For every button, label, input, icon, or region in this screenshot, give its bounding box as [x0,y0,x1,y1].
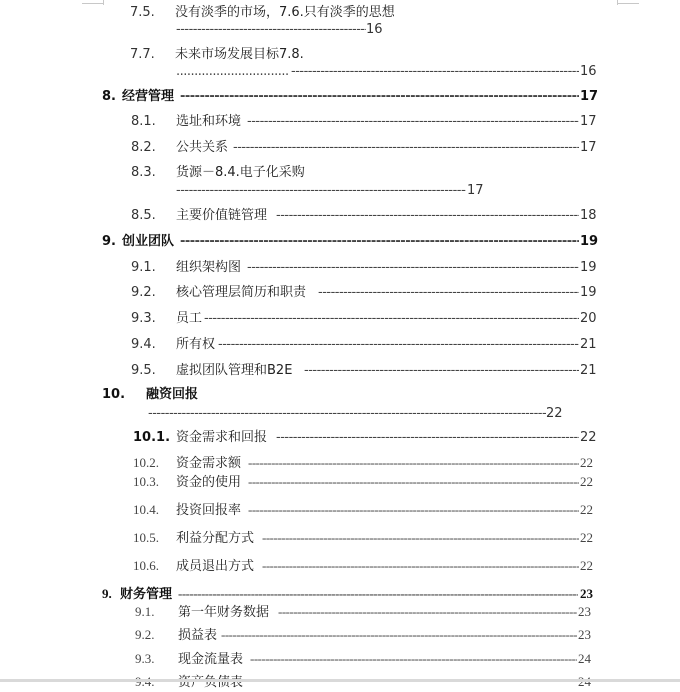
toc-entry-number: 7.7. [130,47,155,62]
toc-entry-title: 选址和环境 [176,114,242,129]
toc-entry[interactable] [0,112,680,132]
toc-entry[interactable] [0,138,680,158]
toc-entry-chapter[interactable] [0,584,680,604]
toc-entry-title: 没有淡季的市场，7.6.只有淡季的思想 [175,5,395,20]
dash-leader [250,649,577,669]
toc-entry-title: 资金的使用 [176,474,242,489]
toc-entry-number: 9. [102,234,116,249]
toc-entry[interactable] [0,335,680,355]
toc-entry-title [178,672,243,692]
toc-entry-leader-line[interactable] [0,404,680,424]
toc-entry-page: 22 [580,558,593,573]
toc-entry-page: 17 [580,114,597,129]
toc-entry-page: 19 [580,234,599,249]
dash-leader [262,556,579,576]
toc-entry-title: 核心管理层简历和职责 [176,285,307,300]
toc-entry-chapter[interactable] [0,385,680,405]
toc-entry-title: 虚拟团队管理和B2E [176,363,293,378]
toc-entry-page [578,672,591,692]
toc-entry-title: 未来市场发展目标7.8. [175,47,304,62]
toc-entry-title: 员工 [176,311,203,326]
toc-entry[interactable] [0,309,680,329]
toc-entry-leader-line[interactable] [0,20,680,40]
toc-entry[interactable] [0,528,680,548]
toc-entry-number: 10.2. [133,455,159,470]
toc-entry-chapter[interactable] [0,87,680,107]
toc-entry-page: 17 [580,140,597,155]
toc-entry-number: 10.6. [133,558,159,573]
toc-entry[interactable] [0,206,680,226]
dash-leader [248,472,579,492]
toc-entry[interactable] [0,649,680,669]
dash-leader [248,500,579,520]
toc-entry-number: 9.3. [135,651,155,666]
toc-entry-page: 21 [580,363,597,378]
toc-entry-number: 10.5. [133,530,159,545]
toc-entry-page: 17 [580,89,599,104]
dash-leader [176,181,466,201]
toc-entry-title: 主要价值链管理 [176,208,268,223]
toc-entry-title: 经营管理 [122,89,175,104]
toc-entry-number: 9.3. [131,311,156,326]
toc-entry-title: 财务管理 [120,586,173,601]
toc-entry-number: 9. [102,586,112,601]
toc-entry-title: 资金需求额 [176,455,242,470]
toc-entry[interactable] [0,500,680,520]
dash-leader [262,528,579,548]
dash-leader [318,283,579,303]
toc-entry-page: 23 [578,627,591,642]
toc-entry-title: 现金流量表 [178,651,244,666]
toc-entry-page: 22 [580,474,593,489]
toc-entry-number: 8. [102,89,116,104]
toc-entry-page: 23 [578,604,591,619]
toc-entry[interactable] [0,453,680,473]
dash-leader [148,404,546,424]
toc-entry-page: 22 [546,406,563,421]
dash-leader [276,428,579,448]
toc-entry-title: 损益表 [178,627,218,642]
toc-entry-title: 货源－8.4.电子化采购 [176,165,305,180]
toc-entry-page: 16 [580,64,597,79]
toc-entry-number: 10. [102,387,126,402]
dash-leader [218,335,579,355]
toc-entry[interactable] [0,428,680,448]
toc-entry[interactable] [0,602,680,622]
dash-leader [204,309,579,329]
toc-entry[interactable] [0,556,680,576]
toc-entry[interactable] [0,283,680,303]
dash-leader [178,584,578,604]
toc-entry-number: 9.4. [131,337,156,352]
toc-entry-title: 投资回报率 [176,502,242,517]
toc-entry-title: 所有权 [176,337,216,352]
dot-leader [176,62,290,82]
toc-entry-title: 创业团队 [122,234,175,249]
toc-entry-number: 10.1. [133,430,171,445]
toc-entry-page: 22 [580,455,593,470]
dash-leader [233,138,579,158]
toc-entry-page: 24 [578,651,591,666]
toc-entry-title: 融资回报 [146,387,199,402]
toc-entry-title: 公共关系 [176,140,229,155]
toc-entry-number: 9.2. [135,627,155,642]
toc-entry-page: 18 [580,208,597,223]
toc-entry-number: 7.5. [130,5,155,20]
toc-entry-page: 22 [580,430,597,445]
toc-entry-page: 23 [580,586,593,601]
toc-entry[interactable] [0,672,680,692]
toc-entry-page: 22 [580,530,593,545]
toc-entry[interactable] [0,361,680,381]
toc-entry-number: 9.2. [131,285,156,300]
dash-leader [278,602,577,622]
toc-entry[interactable] [0,625,680,645]
toc-entry-title: 组织架构图 [176,260,242,275]
toc-entry-number: 8.2. [131,140,156,155]
toc-entry-page: 21 [580,337,597,352]
toc-entry-number: 9.1. [131,260,156,275]
toc-entry-title: 第一年财务数据 [178,604,270,619]
dash-leader [247,112,579,132]
dash-leader [276,206,579,226]
toc-entry-page: 17 [467,183,484,198]
toc-entry-page: 22 [580,502,593,517]
toc-entry[interactable] [0,472,680,492]
toc-entry-page: 16 [366,22,383,37]
dash-leader [291,62,579,82]
toc-entry-page: 19 [580,285,597,300]
toc-entry-page: 19 [580,260,597,275]
toc-entry-number: 9.1. [135,604,155,619]
dash-leader [221,625,577,645]
toc-entry-number [135,672,155,692]
toc-entry-title: 利益分配方式 [176,530,255,545]
toc-entry-number: 8.3. [131,165,156,180]
toc-entry-number: 9.5. [131,363,156,378]
toc-entry[interactable] [0,258,680,278]
toc-entry-number: 10.4. [133,502,159,517]
toc-entry-page: 20 [580,311,597,326]
dash-leader [247,258,579,278]
toc-entry-chapter[interactable] [0,232,680,252]
dash-leader [180,87,579,107]
dash-leader [248,453,579,473]
toc-entry-title: 资金需求和回报 [176,430,268,445]
toc-entry-leader-line[interactable] [0,181,680,201]
toc-entry-title: 成员退出方式 [176,558,255,573]
toc-entry-number: 8.5. [131,208,156,223]
toc-entry[interactable] [0,163,680,183]
toc-entry-number: 10.3. [133,474,159,489]
dash-leader [180,232,579,252]
toc-entry-leader-line[interactable] [0,62,680,82]
dash-leader [176,20,366,40]
toc-entry-number: 8.1. [131,114,156,129]
dash-leader [304,361,579,381]
